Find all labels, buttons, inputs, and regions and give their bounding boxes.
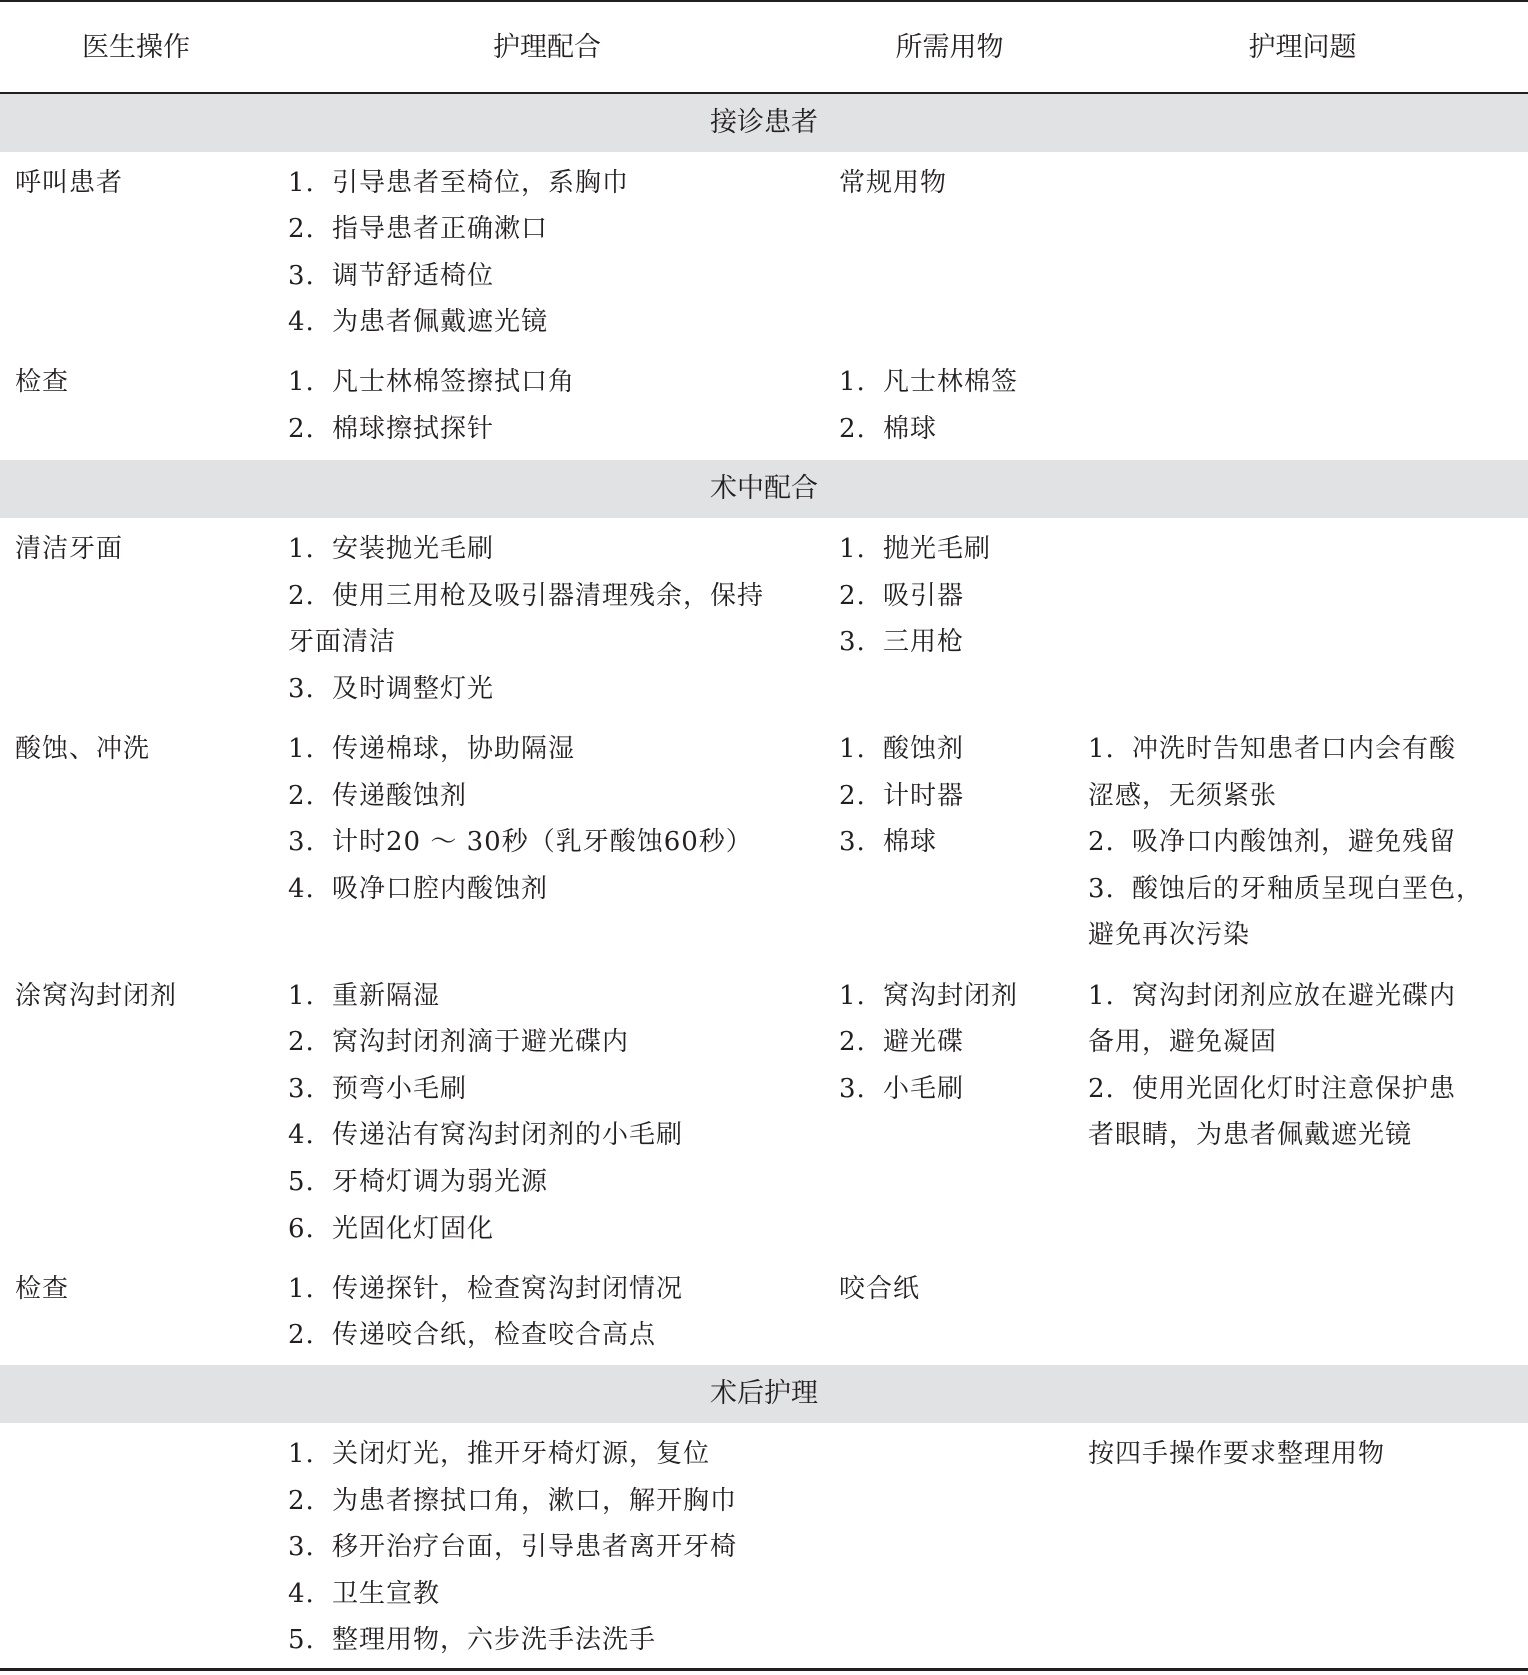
column-header-supplies: 所需用物	[895, 32, 1004, 63]
nursing-step: 4. 卫生宣教	[288, 1579, 441, 1609]
nursing-step: 1. 重新隔湿	[288, 981, 441, 1011]
column-header-problems: 护理问题	[1248, 32, 1357, 63]
nursing-step: 3. 移开治疗台面，引导患者离开牙椅	[288, 1532, 738, 1562]
nursing-step-continued: 牙面清洁	[288, 627, 397, 657]
doctor-action: 涂窝沟封闭剂	[15, 981, 178, 1011]
supply-item: 2. 计时器	[839, 781, 965, 811]
nursing-problem: 1. 冲洗时告知患者口内会有酸	[1088, 734, 1457, 764]
nursing-step: 4. 吸净口腔内酸蚀剂	[288, 874, 549, 904]
supply-item: 1. 抛光毛刷	[839, 534, 992, 564]
nursing-step: 2. 棉球擦拭探针	[288, 414, 495, 444]
doctor-action: 检查	[15, 367, 70, 397]
nursing-step: 6. 光固化灯固化	[288, 1214, 495, 1244]
supply-item: 1. 凡士林棉签	[839, 367, 1019, 397]
table-top-rule	[0, 0, 1528, 2]
nursing-problem: 3. 酸蚀后的牙釉质呈现白垩色，	[1088, 874, 1484, 904]
nursing-step: 1. 传递探针，检查窝沟封闭情况	[288, 1274, 684, 1304]
nursing-step: 2. 传递酸蚀剂	[288, 781, 468, 811]
nursing-step: 4. 传递沾有窝沟封闭剂的小毛刷	[288, 1120, 684, 1150]
nursing-step: 1. 引导患者至椅位，系胸巾	[288, 168, 630, 198]
nursing-step: 2. 为患者擦拭口角，漱口，解开胸巾	[288, 1486, 738, 1516]
nursing-step: 3. 调节舒适椅位	[288, 261, 495, 291]
supply-item: 2. 吸引器	[839, 581, 965, 611]
supply-item: 咬合纸	[839, 1274, 921, 1304]
supply-item: 3. 小毛刷	[839, 1074, 965, 1104]
nursing-step: 1. 凡士林棉签擦拭口角	[288, 367, 576, 397]
supply-item: 1. 窝沟封闭剂	[839, 981, 1019, 1011]
nursing-problem-continued: 涩感，无须紧张	[1088, 781, 1278, 811]
nursing-step: 1. 安装抛光毛刷	[288, 534, 495, 564]
nursing-problem-continued: 备用，避免凝固	[1088, 1027, 1278, 1057]
doctor-action: 酸蚀、冲洗	[15, 734, 151, 764]
nursing-step: 2. 传递咬合纸，检查咬合高点	[288, 1320, 657, 1350]
nursing-step: 1. 关闭灯光，推开牙椅灯源，复位	[288, 1439, 711, 1469]
nursing-step: 4. 为患者佩戴遮光镜	[288, 307, 549, 337]
nursing-step: 3. 计时20 ～ 30秒（乳牙酸蚀60秒）	[288, 827, 753, 857]
supply-item: 3. 三用枪	[839, 627, 965, 657]
nursing-problem: 2. 吸净口内酸蚀剂，避免残留	[1088, 827, 1457, 857]
nursing-step: 3. 及时调整灯光	[288, 674, 495, 704]
nursing-problem: 1. 窝沟封闭剂应放在避光碟内	[1088, 981, 1457, 1011]
doctor-action: 检查	[15, 1274, 70, 1304]
doctor-action: 清洁牙面	[15, 534, 124, 564]
nursing-step: 2. 使用三用枪及吸引器清理残余，保持	[288, 581, 765, 611]
doctor-action: 呼叫患者	[15, 168, 124, 198]
section-title: 术中配合	[710, 473, 818, 504]
column-header-nursing: 护理配合	[493, 32, 601, 63]
column-header-doctor: 医生操作	[82, 32, 190, 63]
section-title: 接诊患者	[710, 107, 818, 138]
supply-item: 2. 避光碟	[839, 1027, 965, 1057]
nursing-step: 5. 牙椅灯调为弱光源	[288, 1167, 549, 1197]
nursing-problem-continued: 者眼睛，为患者佩戴遮光镜	[1088, 1120, 1413, 1150]
supply-item: 1. 酸蚀剂	[839, 734, 965, 764]
table-bottom-rule	[0, 1668, 1528, 1671]
nursing-step: 2. 指导患者正确漱口	[288, 214, 549, 244]
nursing-step: 2. 窝沟封闭剂滴于避光碟内	[288, 1027, 630, 1057]
supply-item: 3. 棉球	[839, 827, 938, 857]
nursing-problem: 2. 使用光固化灯时注意保护患	[1088, 1074, 1457, 1104]
supply-item: 常规用物	[839, 168, 948, 198]
nursing-problem: 按四手操作要求整理用物	[1088, 1439, 1386, 1469]
nursing-step: 1. 传递棉球，协助隔湿	[288, 734, 576, 764]
section-title: 术后护理	[710, 1378, 818, 1409]
nursing-problem-continued: 避免再次污染	[1088, 920, 1251, 950]
nursing-step: 3. 预弯小毛刷	[288, 1074, 468, 1104]
supply-item: 2. 棉球	[839, 414, 938, 444]
nursing-step: 5. 整理用物，六步洗手法洗手	[288, 1625, 657, 1655]
